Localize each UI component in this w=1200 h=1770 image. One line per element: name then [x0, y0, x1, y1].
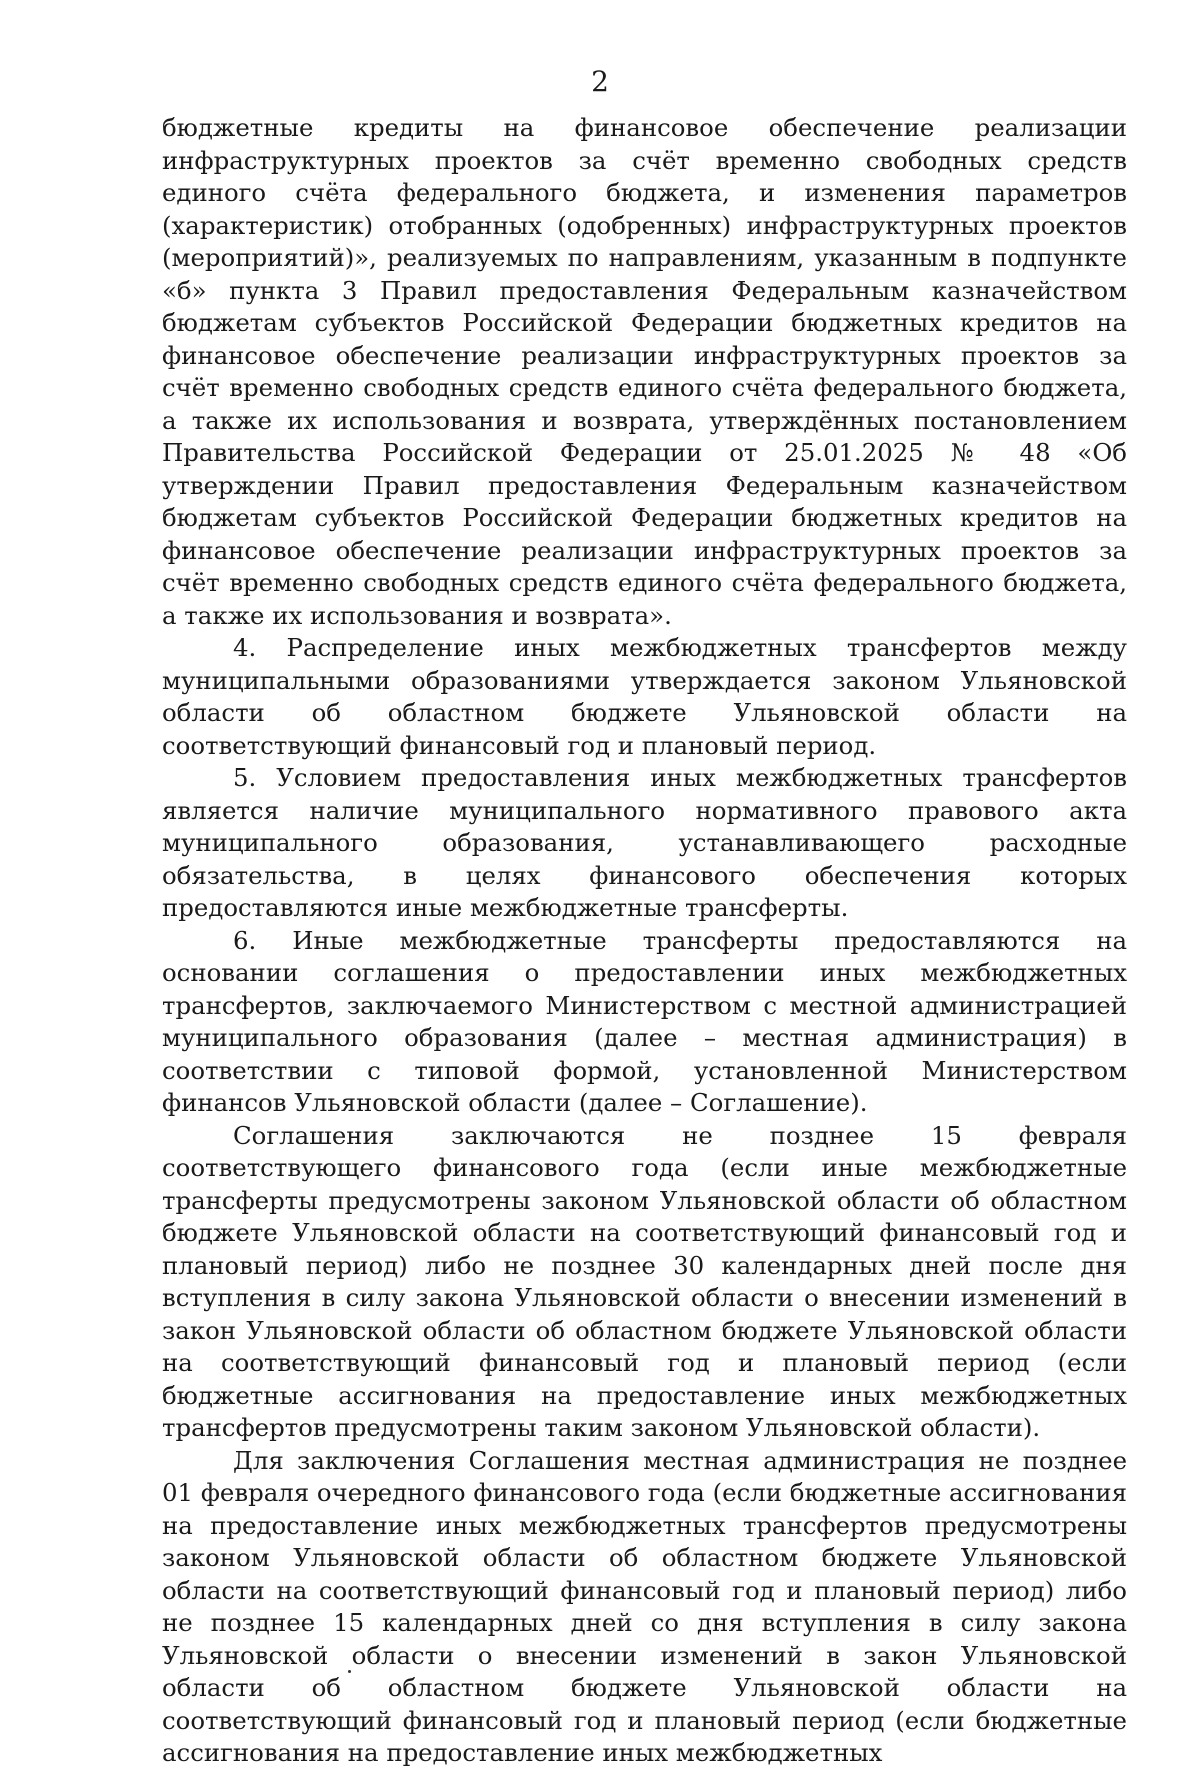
scan-dot-mark: [348, 1670, 351, 1673]
paragraph-item-4: 4. Распределение иных межбюджетных трансфертов между муниципальными образованиями утверждается законом Ульяновской области об областном бюджете Ульяновской области на соответствующий финансовый год и плановый период.: [162, 633, 1127, 760]
paragraph-agreement-conclusion: Для заключения Соглашения местная администрация не позднее 01 февраля очередного финансового года (если бюджетные ассигнования на предоставление иных межбюджетных трансфертов предусмотрены законом Ульяновской области об областном бюджете Ульяновской области на соответствующий финансовый год и плановый период) либо не позднее 15 календарных дней со дня вступления в силу закона Ульяновской области о внесении изменений в закон Ульяновской области об областном бюджете Ульяновской области на соответствующий финансовый год и плановый период (если бюджетные ассигнования на предоставление иных межбюджетных: [162, 1445, 1127, 1767]
paragraph-continuation: бюджетные кредиты на финансовое обеспечение реализации инфраструктурных проектов за счёт временно свободных средств единого счёта федерального бюджета, и изменения параметров (характеристик) отобранных (одобренных) инфраструктурных проектов (мероприятий)», реализуемых по направлениям, указанным в подпункте «б» пункта 3 Правил предоставления Федеральным казначейством бюджетам субъектов Российской Федерации бюджетных кредитов на финансовое обеспечение реализации инфраструктурных проектов за счёт временно свободных средств единого счёта федерального бюджета, а также их использования и возврата, утверждённых постановлением Правительства Российской Федерации от 25.01.2025 № 48 «Об утверждении Правил предоставления Федеральным казначейством бюджетам субъектов Российской Федерации бюджетных кредитов на финансовое обеспечение реализации инфраструктурных проектов за счёт временно свободных средств единого счёта федерального бюджета, а также их использования и возврата».: [162, 113, 1127, 630]
paragraph-item-5: 5. Условием предоставления иных межбюджетных трансфертов является наличие муниципального нормативного правового акта муниципального образования, устанавливающего расходные обязательства, в целях финансового обеспечения которых предоставляются иные межбюджетные трансферты.: [162, 763, 1127, 922]
page-number: 2: [591, 65, 609, 98]
document-body: [162, 112, 1127, 1770]
paragraph-agreements-deadline: Соглашения заключаются не позднее 15 февраля соответствующего финансового года (если иные межбюджетные трансферты предусмотрены законом Ульяновской области об областном бюджете Ульяновской области на соответствующий финансовый год и плановый период) либо не позднее 30 календарных дней после дня вступления в силу закона Ульяновской области о внесении изменений в закон Ульяновской области об областном бюджете Ульяновской области на соответствующий финансовый год и плановый период (если бюджетные ассигнования на предоставление иных межбюджетных трансфертов предусмотрены таким законом Ульяновской области).: [162, 1120, 1127, 1442]
paragraph-item-6: 6. Иные межбюджетные трансферты предоставляются на основании соглашения о предоставлении иных межбюджетных трансфертов, заключаемого Министерством с местной администрацией муниципального образования (далее – местная администрация) в соответствии с типовой формой, установленной Министерством финансов Ульяновской области (далее – Соглашение).: [162, 925, 1127, 1117]
